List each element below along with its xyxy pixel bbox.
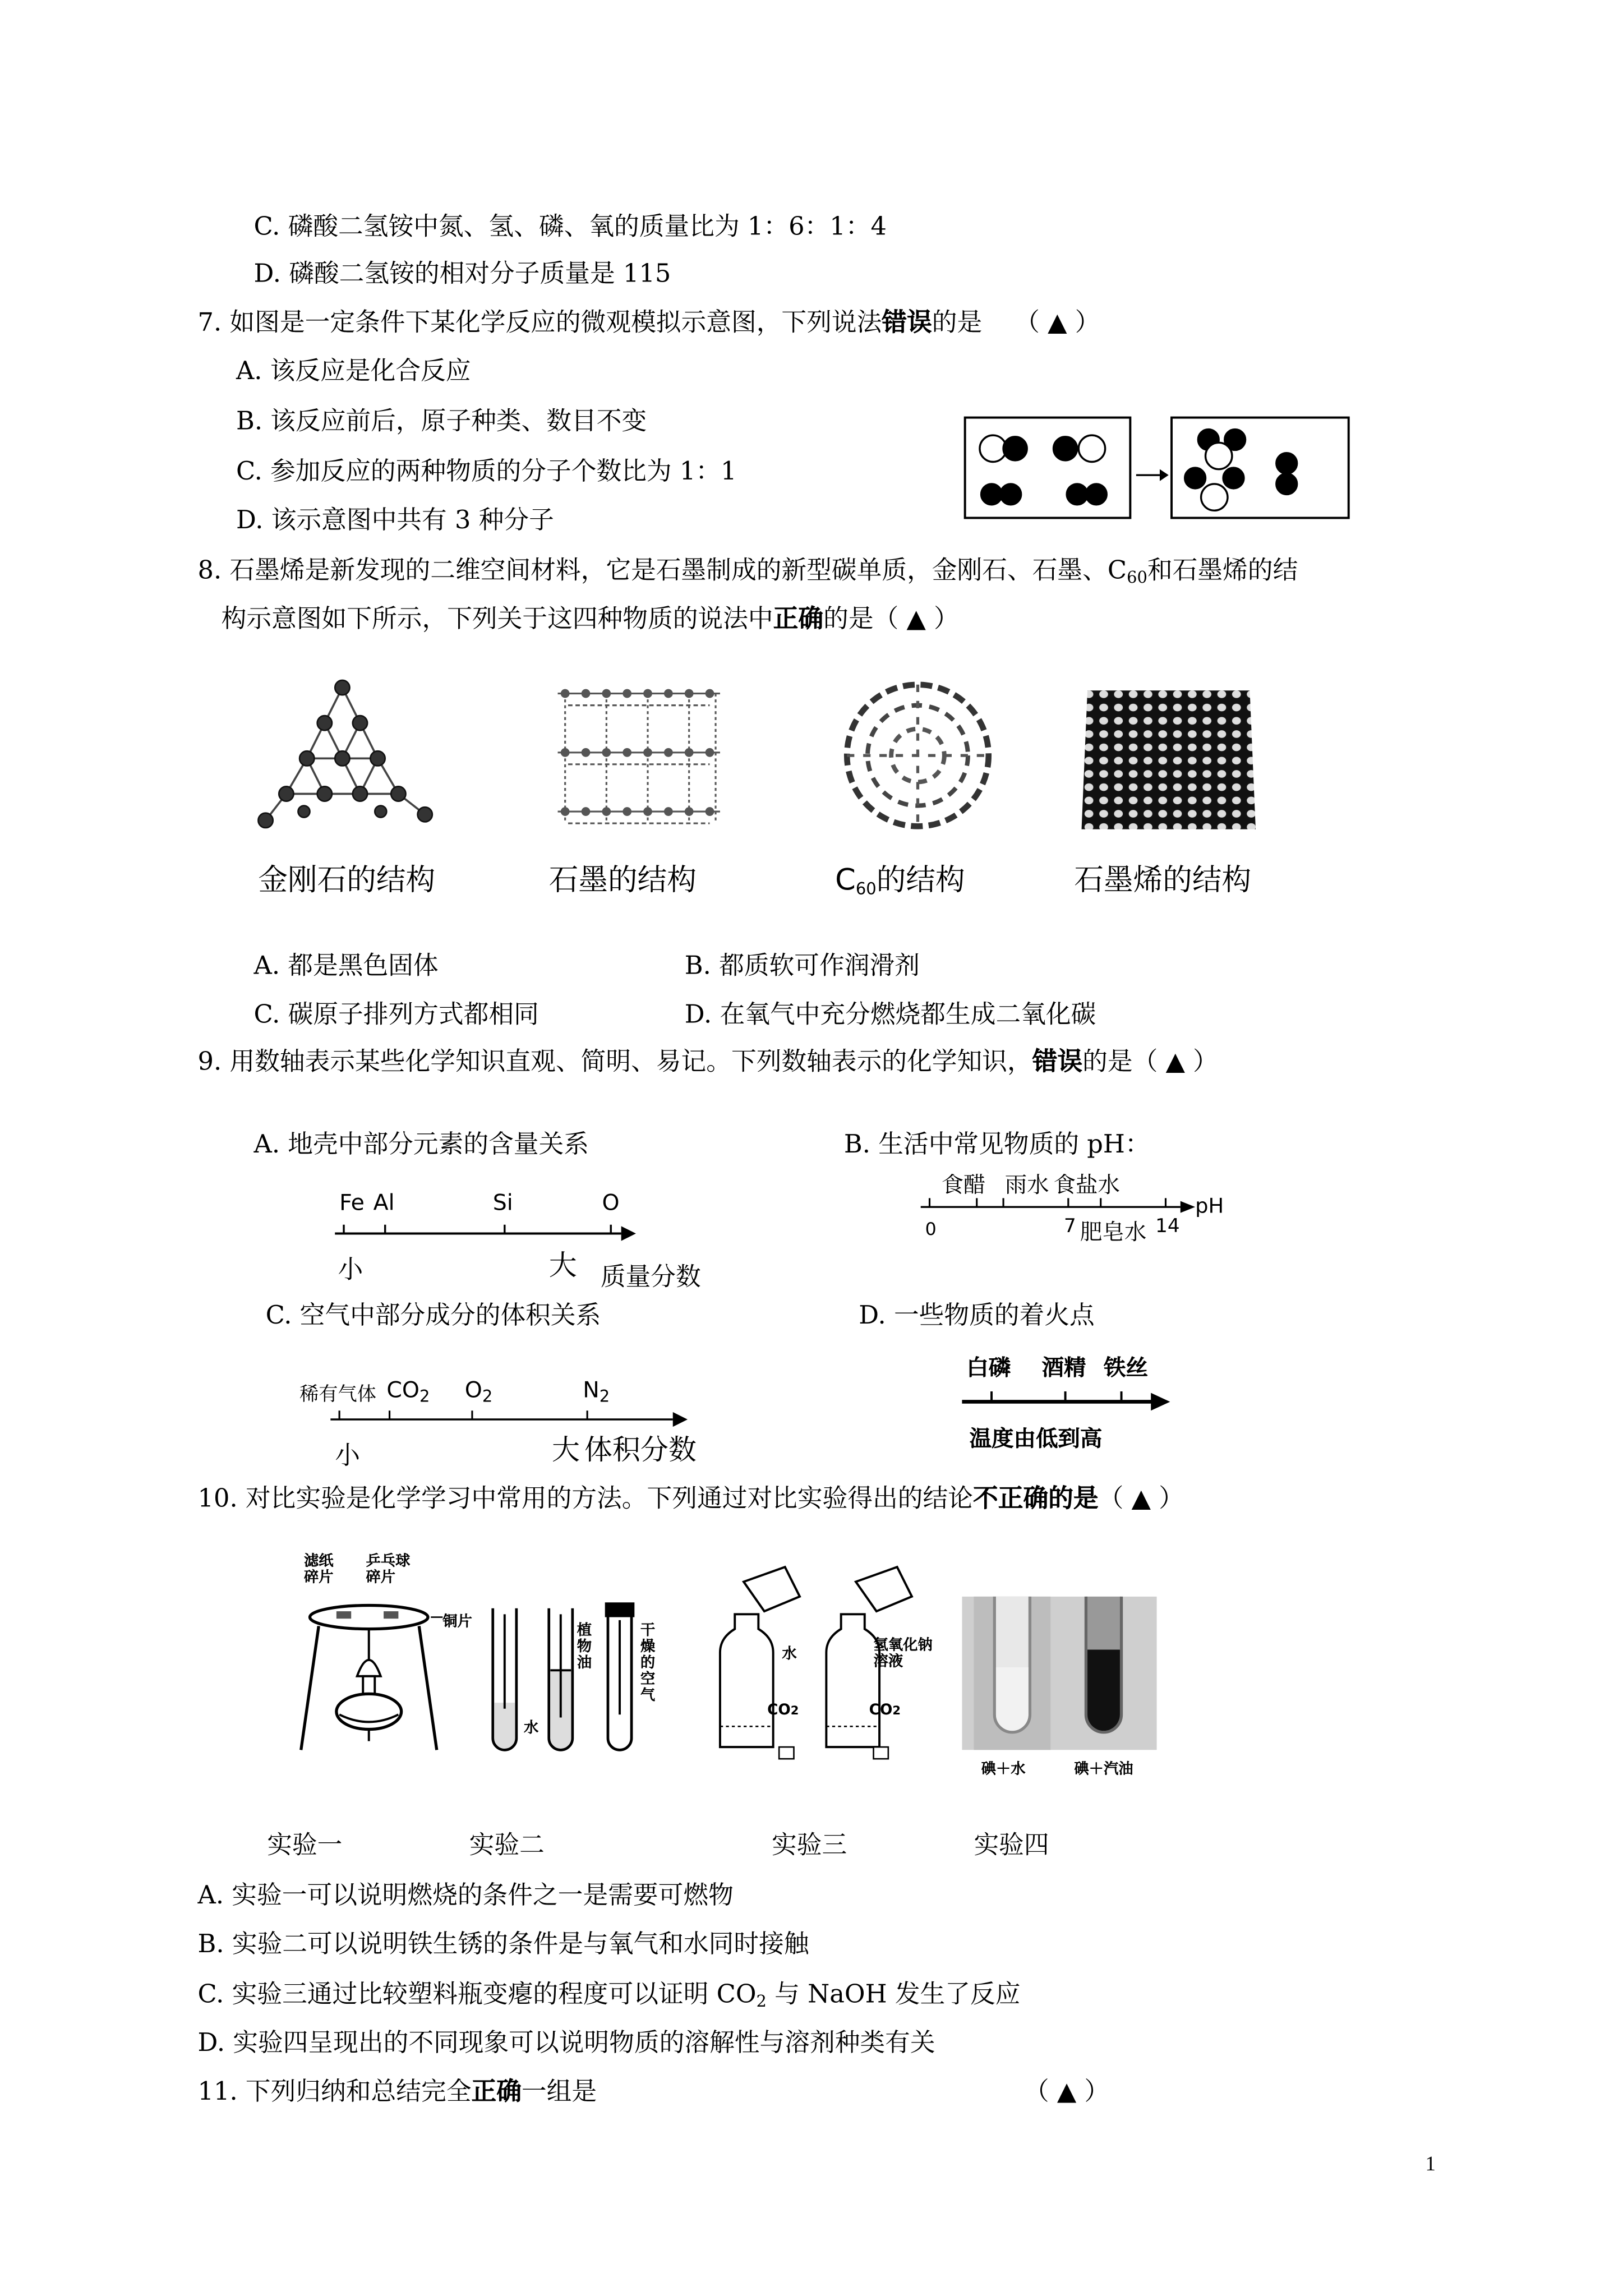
q8-stem-line1: 8. 石墨烯是新发现的二维空间材料，它是石墨制成的新型碳单质，金刚石、石墨、$C_{60}$和石墨烯的结 <box>197 556 1298 588</box>
exp-caption-4: 实验四 <box>974 1831 1049 1861</box>
axis-c-n2: $N_2$ <box>583 1376 610 1407</box>
experiment-2-image <box>481 1599 666 1762</box>
axis-a-label: 质量分数 <box>600 1263 701 1293</box>
exp3-water-label: 水 <box>782 1647 797 1663</box>
caption-c60: $C_{60}$的结构 <box>835 861 965 899</box>
q11-stem: 11. 下列归纳和总结完全正确一组是 <box>197 2077 597 2108</box>
reaction-diagram <box>959 413 1357 525</box>
axis-a-tick-o: O <box>602 1189 620 1216</box>
exp-caption-1: 实验一 <box>267 1831 343 1861</box>
axis-c-o2: $O_2$ <box>464 1376 493 1407</box>
axis-d-iron-wire: 铁丝 <box>1103 1354 1148 1381</box>
axis-b-saltwater: 食盐水 <box>1053 1172 1120 1198</box>
q10-stem: 10. 对比实验是化学学习中常用的方法。下列通过对比实验得出的结论不正确的是（ ▲ ） <box>197 1484 1184 1514</box>
axis-a-high: 大 <box>548 1250 577 1283</box>
axis-b-tick-14: 14 <box>1155 1215 1180 1238</box>
q7-option-b: B. 该反应前后，原子种类、数目不变 <box>236 407 647 437</box>
axis-a-low: 小 <box>338 1255 363 1285</box>
axis-c-rare-gas: 稀有气体 <box>299 1384 376 1407</box>
q6-option-d: D. 磷酸二氢铵的相对分子质量是 115 <box>253 260 671 289</box>
graphene-structure-image <box>1082 688 1256 832</box>
axis-c-line <box>328 1408 697 1431</box>
q7-option-d: D. 该示意图中共有 3 种分子 <box>236 506 554 536</box>
exp3-co2-right: CO2 <box>869 1703 901 1719</box>
q8-option-b: B. 都质软可作润滑剂 <box>684 951 920 981</box>
c60-structure-image <box>838 676 997 835</box>
axis-a-tick-si: Si <box>492 1189 513 1216</box>
q7-stem: 7. 如图是一定条件下某化学反应的微观模拟示意图，下列说法错误的是 （ ▲ ） <box>197 308 1100 338</box>
axis-b-label: pH <box>1195 1195 1224 1219</box>
axis-d-alcohol: 酒精 <box>1041 1354 1086 1381</box>
caption-graphene: 石墨烯的结构 <box>1074 861 1252 897</box>
graphite-structure-image <box>550 676 727 835</box>
exp4-iodine-water-label: 碘＋水 <box>981 1762 1026 1778</box>
axis-c-co2: $CO_2$ <box>386 1376 430 1407</box>
q8-stem-line2: 构示意图如下所示，下列关于这四种物质的说法中正确的是（ ▲ ） <box>221 605 959 635</box>
q9-option-d-label: D. 一些物质的着火点 <box>859 1301 1095 1331</box>
q11-answer-blank: （ ▲ ） <box>1023 2077 1110 2108</box>
exp3-naoh-label: 氢氧化钠溶液 <box>873 1638 933 1671</box>
q9-option-b-label: B. 生活中常见物质的 pH： <box>843 1130 1150 1160</box>
exp4-iodine-gasoline-label: 碘＋汽油 <box>1074 1762 1133 1778</box>
axis-b-tick-7: 7 <box>1063 1215 1076 1238</box>
exp2-water-label: 水 <box>524 1720 539 1737</box>
exp-caption-3: 实验三 <box>772 1831 847 1861</box>
exp2-dry-air-label: 干燥的空气 <box>640 1623 656 1704</box>
axis-d-white-phosphorus: 白磷 <box>966 1354 1011 1381</box>
caption-graphite: 石墨的结构 <box>548 861 697 897</box>
axis-a-tick-fe: Fe <box>339 1189 365 1216</box>
q10-option-d: D. 实验四呈现出的不同现象可以说明物质的溶解性与溶剂种类有关 <box>197 2028 935 2059</box>
exp2-oil-label: 植物油 <box>577 1623 592 1672</box>
axis-b-rainwater: 雨水 <box>1004 1172 1049 1198</box>
q10-option-b: B. 实验二可以说明铁生锈的条件是与氧气和水同时接触 <box>197 1930 809 1960</box>
q7-option-c: C. 参加反应的两种物质的分子个数比为 1：1 <box>236 457 737 487</box>
q10-option-c: C. 实验三通过比较塑料瓶变瘪的程度可以证明 $CO_2$ 与 NaOH 发生了反应 <box>197 1980 1021 2012</box>
exp3-co2-left: CO2 <box>767 1703 799 1719</box>
q6-option-c: C. 磷酸二氢铵中氮、氢、磷、氧的质量比为 1：6：1：4 <box>253 212 887 242</box>
experiment-4-image <box>962 1597 1156 1750</box>
axis-c-label: 体积分数 <box>584 1434 697 1467</box>
q9-option-c-label: C. 空气中部分成分的体积关系 <box>265 1301 601 1331</box>
exp-caption-2: 实验二 <box>469 1831 545 1861</box>
axis-d-line <box>959 1387 1174 1413</box>
q8-option-c: C. 碳原子排列方式都相同 <box>253 1000 539 1030</box>
axis-c-low: 小 <box>335 1441 360 1472</box>
exp1-pingpong-label: 乒乓球碎片 <box>366 1553 411 1586</box>
axis-a-line <box>332 1219 642 1242</box>
exp1-copper-label: 铜片 <box>442 1614 472 1631</box>
axis-c-high: 大 <box>551 1434 580 1467</box>
q7-option-a: A. 该反应是化合反应 <box>236 357 471 387</box>
axis-b-tick-0: 0 <box>925 1219 937 1240</box>
axis-b-soapwater: 肥皂水 <box>1080 1219 1147 1246</box>
q8-option-a: A. 都是黑色固体 <box>253 951 439 981</box>
page-number: 1 <box>1425 2154 1436 2177</box>
q9-option-a-label: A. 地壳中部分元素的含量关系 <box>253 1130 589 1160</box>
diamond-structure-image <box>254 679 439 829</box>
axis-b-vinegar: 食醋 <box>941 1172 986 1198</box>
exp1-filter-paper-label: 滤纸碎片 <box>303 1553 334 1586</box>
axis-a-tick-al: Al <box>373 1189 395 1216</box>
caption-diamond: 金刚石的结构 <box>258 861 436 897</box>
q10-option-a: A. 实验一可以说明燃烧的条件之一是需要可燃物 <box>197 1881 734 1911</box>
q9-stem: 9. 用数轴表示某些化学知识直观、简明、易记。下列数轴表示的化学知识，错误的是（ ▲ ） <box>197 1048 1218 1077</box>
axis-d-label: 温度由低到高 <box>969 1425 1103 1452</box>
q8-option-d: D. 在氧气中充分燃烧都生成二氧化碳 <box>684 1000 1096 1030</box>
